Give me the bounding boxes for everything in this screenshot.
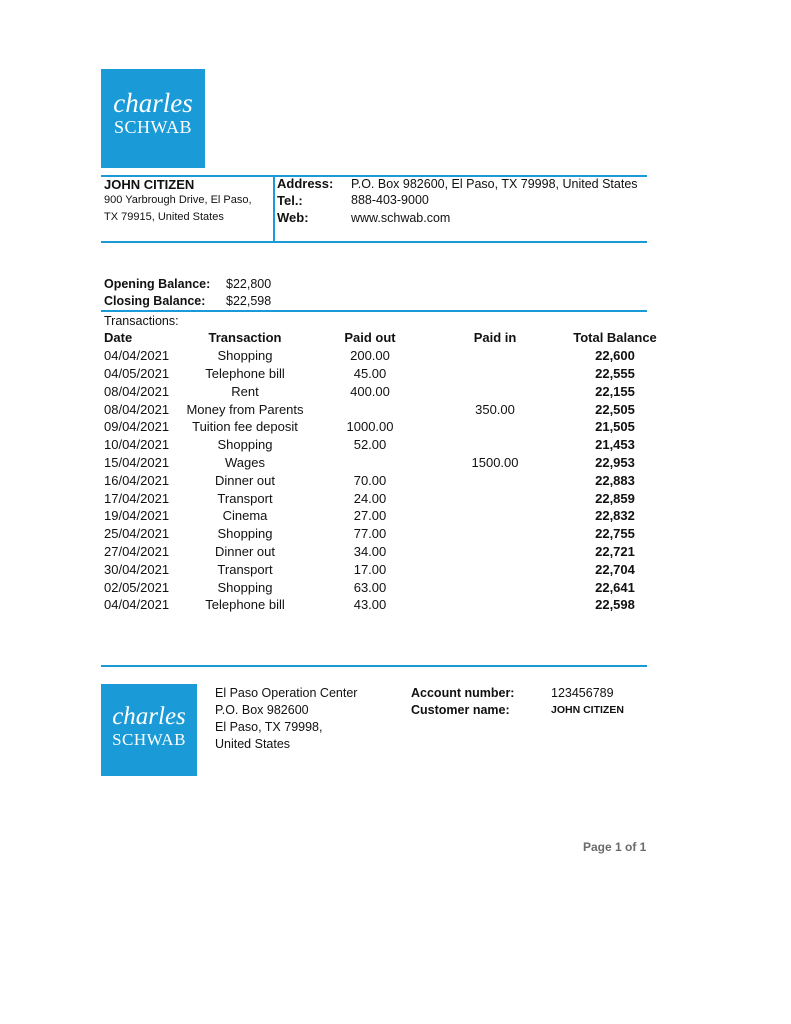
- cell-total-balance: 22,555: [595, 365, 635, 381]
- opening-balance-value: $22,800: [226, 277, 272, 291]
- cell-paid-in: [435, 525, 555, 543]
- col-header-transaction: Transaction: [208, 330, 282, 346]
- cell-date: 02/05/2021: [104, 579, 170, 595]
- cell-date: 19/04/2021: [104, 508, 170, 524]
- col-header-date: Date: [104, 330, 133, 346]
- header-bottom-rule: [101, 241, 647, 243]
- cell-total-balance: 22,721: [595, 543, 635, 559]
- cell-paid-out: 45.00: [353, 365, 387, 381]
- cell-transaction: Rent: [231, 383, 259, 399]
- cell-paid-in: 1500.00: [471, 454, 519, 470]
- cell-transaction: Shopping: [217, 348, 273, 364]
- cell-total-balance: 22,832: [595, 508, 635, 524]
- table-row: [104, 507, 675, 525]
- table-row: [104, 418, 675, 436]
- cell-paid-out: 34.00: [353, 543, 387, 559]
- cell-total-balance: 22,598: [595, 597, 635, 613]
- cell-total-balance: 22,704: [595, 561, 635, 577]
- operation-center-line4: United States: [215, 737, 291, 751]
- cell-total-balance: 22,883: [595, 472, 635, 488]
- cell-total-balance: 22,859: [595, 490, 635, 506]
- opening-balance-label: Opening Balance:: [104, 277, 211, 291]
- cell-total-balance: 22,600: [595, 348, 635, 364]
- cell-paid-out: 400.00: [350, 383, 390, 399]
- col-header-total-balance: Total Balance: [573, 330, 657, 346]
- cell-date: 15/04/2021: [104, 454, 170, 470]
- cell-paid-out: 63.00: [353, 579, 387, 595]
- cell-date: 25/04/2021: [104, 526, 170, 542]
- cell-transaction: Telephone bill: [205, 365, 285, 381]
- cell-paid-out: 1000.00: [346, 419, 394, 435]
- cell-transaction: Wages: [225, 454, 265, 470]
- cell-date: 08/04/2021: [104, 401, 170, 417]
- table-row: [104, 436, 675, 454]
- header-divider: [273, 176, 275, 242]
- cell-transaction: Cinema: [222, 508, 268, 524]
- cell-transaction: Shopping: [217, 437, 273, 453]
- cell-paid-out: 200.00: [350, 348, 390, 364]
- cell-paid-in: [435, 560, 555, 578]
- cell-date: 10/04/2021: [104, 437, 170, 453]
- cell-total-balance: 22,953: [595, 454, 635, 470]
- brand-logo-line2: SCHWAB: [113, 117, 192, 137]
- cell-paid-in: [435, 365, 555, 383]
- account-number-value: 123456789: [551, 686, 614, 700]
- table-row: [104, 365, 675, 383]
- table-row: [104, 596, 675, 614]
- cell-paid-in: [435, 347, 555, 365]
- table-row: [104, 454, 675, 472]
- customer-name: JOHN CITIZEN: [104, 177, 195, 192]
- table-row: [104, 471, 675, 489]
- cell-transaction: Shopping: [217, 526, 273, 542]
- cell-paid-in: [435, 418, 555, 436]
- cell-paid-out: 52.00: [353, 437, 387, 453]
- table-row: [104, 560, 675, 578]
- tel-label: Tel.:: [277, 193, 303, 208]
- cell-transaction: Shopping: [217, 579, 273, 595]
- cell-paid-out: 43.00: [353, 597, 387, 613]
- cell-paid-out: 77.00: [353, 526, 387, 542]
- cell-transaction: Transport: [217, 561, 273, 577]
- cell-paid-in: [435, 507, 555, 525]
- footer-rule: [101, 665, 647, 667]
- brand-logo-top: [101, 69, 205, 168]
- cell-paid-in: [435, 489, 555, 507]
- col-header-paid-out: Paid out: [344, 330, 396, 346]
- operation-center-line2: P.O. Box 982600: [215, 703, 309, 717]
- cell-total-balance: 21,453: [595, 437, 635, 453]
- customer-name-label: Customer name:: [411, 703, 510, 717]
- col-header-paid-in: Paid in: [473, 330, 517, 346]
- cell-paid-in: [435, 543, 555, 561]
- address-label: Address:: [277, 176, 334, 191]
- summary-rule: [101, 310, 647, 312]
- cell-paid-out: 24.00: [353, 490, 387, 506]
- customer-name-value: JOHN CITIZEN: [551, 704, 624, 716]
- table-row: [104, 382, 675, 400]
- cell-date: 27/04/2021: [104, 543, 170, 559]
- customer-address-line2: TX 79915, United States: [104, 211, 224, 223]
- cell-transaction: Tuition fee deposit: [192, 419, 298, 435]
- cell-date: 04/04/2021: [104, 597, 170, 613]
- cell-date: 08/04/2021: [104, 383, 170, 399]
- cell-date: 16/04/2021: [104, 472, 170, 488]
- operation-center-line1: El Paso Operation Center: [215, 686, 358, 700]
- transactions-label: Transactions:: [104, 314, 179, 328]
- table-row: [104, 489, 675, 507]
- cell-date: 04/04/2021: [104, 348, 170, 364]
- cell-paid-in: [435, 382, 555, 400]
- brand-logo-line1: charles: [112, 703, 186, 730]
- tel-value: 888-403-9000: [351, 193, 429, 207]
- cell-paid-out: [305, 454, 435, 472]
- cell-transaction: Dinner out: [215, 543, 275, 559]
- account-number-label: Account number:: [411, 686, 515, 700]
- cell-paid-out: 27.00: [353, 508, 387, 524]
- cell-paid-in: [435, 436, 555, 454]
- cell-paid-in: [435, 596, 555, 614]
- table-row: [104, 525, 675, 543]
- cell-paid-in: [435, 471, 555, 489]
- cell-transaction: Transport: [217, 490, 273, 506]
- address-value: P.O. Box 982600, El Paso, TX 79998, United States: [351, 177, 638, 191]
- transactions-table: [104, 329, 675, 614]
- cell-date: 30/04/2021: [104, 561, 170, 577]
- cell-total-balance: 22,505: [595, 401, 635, 417]
- cell-paid-out: 17.00: [353, 561, 387, 577]
- brand-logo-bottom: [101, 684, 197, 776]
- table-row: [104, 543, 675, 561]
- cell-total-balance: 22,641: [595, 579, 635, 595]
- table-row: [104, 578, 675, 596]
- cell-date: 09/04/2021: [104, 419, 170, 435]
- operation-center-line3: El Paso, TX 79998,: [215, 720, 323, 734]
- cell-total-balance: 22,155: [595, 383, 635, 399]
- table-header-row: [104, 329, 675, 347]
- cell-transaction: Dinner out: [215, 472, 275, 488]
- cell-transaction: Telephone bill: [205, 597, 285, 613]
- table-row: [104, 347, 675, 365]
- cell-paid-in: [435, 578, 555, 596]
- cell-paid-in: 350.00: [475, 401, 515, 417]
- cell-paid-out: 70.00: [353, 472, 387, 488]
- table-row: [104, 400, 675, 418]
- cell-total-balance: 21,505: [595, 419, 635, 435]
- customer-address-line1: 900 Yarbrough Drive, El Paso,: [104, 194, 252, 206]
- cell-paid-out: [305, 400, 435, 418]
- brand-logo-line1: charles: [113, 88, 193, 118]
- web-value: www.schwab.com: [351, 211, 451, 225]
- cell-date: 17/04/2021: [104, 490, 170, 506]
- cell-total-balance: 22,755: [595, 526, 635, 542]
- cell-transaction: Money from Parents: [186, 401, 304, 417]
- web-label: Web:: [277, 210, 309, 225]
- brand-logo-line2: SCHWAB: [112, 730, 186, 749]
- cell-date: 04/05/2021: [104, 365, 170, 381]
- closing-balance-label: Closing Balance:: [104, 294, 206, 308]
- page-number: Page 1 of 1: [583, 840, 647, 854]
- transactions-body: [104, 347, 675, 614]
- closing-balance-value: $22,598: [226, 294, 272, 308]
